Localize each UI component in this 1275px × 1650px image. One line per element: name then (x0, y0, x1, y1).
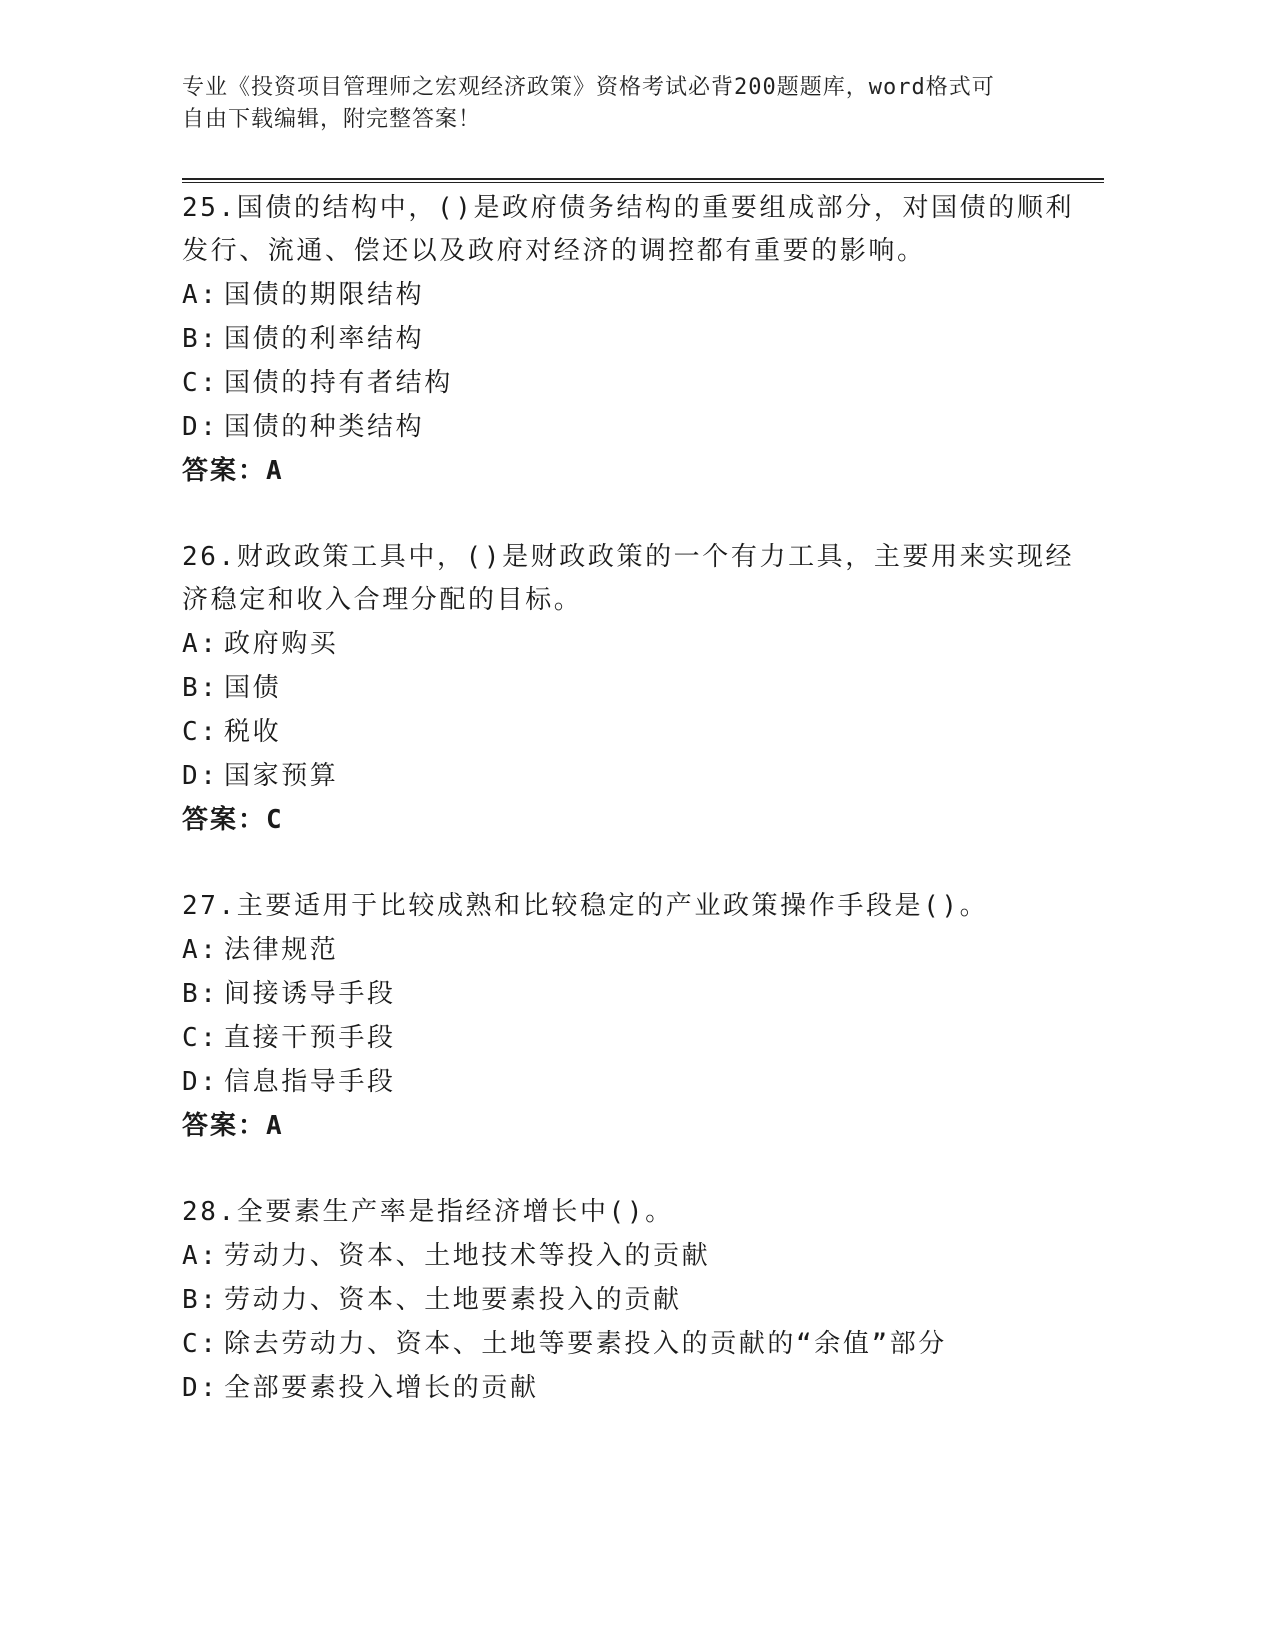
option-text: 信息指导手段 (224, 1067, 396, 1097)
question-text-line: 28.全要素生产率是指经济增长中()。 (182, 1197, 674, 1227)
option-a (182, 273, 1082, 317)
question-25 (182, 187, 1082, 493)
option-c (182, 710, 1082, 754)
option-key: A: (182, 935, 219, 965)
question-text-line: 济稳定和收入合理分配的目标。 (182, 585, 583, 615)
option-d (182, 405, 1082, 449)
answer-label: 答案： (182, 805, 267, 835)
option-key: C: (182, 1329, 219, 1359)
question-27 (182, 885, 1082, 1148)
option-key: A: (182, 280, 219, 310)
question-text (182, 536, 1082, 622)
question-text-line: 发行、流通、偿还以及政府对经济的调控都有重要的影响。 (182, 236, 926, 266)
option-text: 国债的持有者结构 (224, 368, 453, 398)
option-key: C: (182, 368, 219, 398)
option-text: 政府购买 (224, 629, 339, 659)
answer-value: A (266, 456, 284, 486)
option-text: 劳动力、资本、土地要素投入的贡献 (224, 1285, 682, 1315)
option-b (182, 1278, 1082, 1322)
option-key: C: (182, 1023, 219, 1053)
question-spacer (182, 493, 1082, 536)
option-key: B: (182, 673, 219, 703)
option-text: 税收 (224, 717, 282, 747)
option-b (182, 317, 1082, 361)
question-26 (182, 536, 1082, 842)
question-text-line: 25.国债的结构中，()是政府债务结构的重要组成部分，对国债的顺利 (182, 193, 1075, 223)
answer-value: A (266, 1111, 284, 1141)
option-key: D: (182, 1067, 219, 1097)
question-spacer (182, 842, 1082, 885)
answer-label: 答案： (182, 456, 267, 486)
header-line-1: 专业《投资项目管理师之宏观经济政策》资格考试必背200题题库，word格式可 (182, 75, 995, 100)
option-d (182, 1366, 1082, 1410)
question-list (182, 187, 1082, 1410)
option-a (182, 622, 1082, 666)
option-text: 国债 (224, 673, 282, 703)
option-key: D: (182, 412, 219, 442)
option-b (182, 666, 1082, 710)
option-key: B: (182, 979, 219, 1009)
header-line-2: 自由下载编辑，附完整答案！ (182, 107, 482, 132)
option-b (182, 972, 1082, 1016)
answer-value: C (266, 805, 284, 835)
option-text: 全部要素投入增长的贡献 (224, 1373, 539, 1403)
option-text: 国债的利率结构 (224, 324, 425, 354)
option-key: A: (182, 1241, 219, 1271)
option-key: A: (182, 629, 219, 659)
option-c (182, 361, 1082, 405)
question-spacer (182, 1148, 1082, 1191)
option-key: B: (182, 324, 219, 354)
option-text: 国债的期限结构 (224, 280, 425, 310)
question-text (182, 1191, 1082, 1234)
option-a (182, 928, 1082, 972)
option-text: 间接诱导手段 (224, 979, 396, 1009)
answer-line (182, 798, 1082, 842)
option-key: C: (182, 717, 219, 747)
option-c (182, 1322, 1082, 1366)
option-text: 法律规范 (224, 935, 339, 965)
option-text: 国债的种类结构 (224, 412, 425, 442)
option-text: 国家预算 (224, 761, 339, 791)
answer-label: 答案： (182, 1111, 267, 1141)
option-text: 除去劳动力、资本、土地等要素投入的贡献的“余值”部分 (224, 1329, 947, 1359)
option-d (182, 754, 1082, 798)
document-header (182, 72, 1062, 136)
option-text: 直接干预手段 (224, 1023, 396, 1053)
question-28 (182, 1191, 1082, 1410)
option-key: D: (182, 1373, 219, 1403)
option-c (182, 1016, 1082, 1060)
header-divider (182, 178, 1104, 183)
question-text-line: 26.财政政策工具中，()是财政政策的一个有力工具，主要用来实现经 (182, 542, 1075, 572)
answer-line (182, 1104, 1082, 1148)
option-key: D: (182, 761, 219, 791)
option-text: 劳动力、资本、土地技术等投入的贡献 (224, 1241, 711, 1271)
question-text (182, 187, 1082, 273)
question-text-line: 27.主要适用于比较成熟和比较稳定的产业政策操作手段是()。 (182, 891, 989, 921)
option-key: B: (182, 1285, 219, 1315)
answer-line (182, 449, 1082, 493)
question-text (182, 885, 1082, 928)
option-a (182, 1234, 1082, 1278)
option-d (182, 1060, 1082, 1104)
